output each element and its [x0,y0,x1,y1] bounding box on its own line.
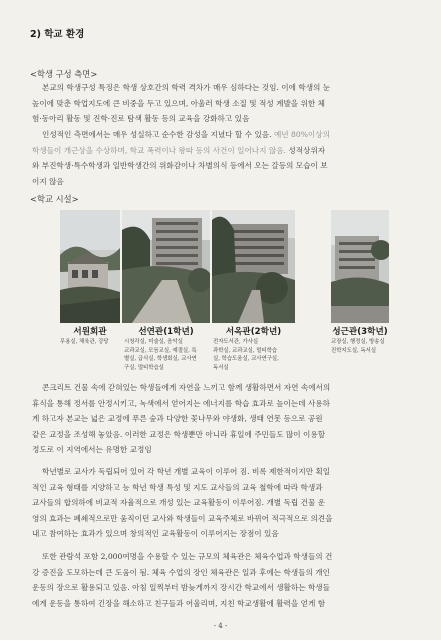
text-line: 본교의 학생구성 특징은 학생 상호간의 학력 격차가 매우 심하다는 것임. 이에 학생의 눈 [42,83,331,92]
text-line: 교사들의 합의하에 비교적 자율적으로 개성 있는 교육활동이 이루어짐. 개별 독립 건물 운 [32,498,326,507]
building-photo-seonggeun [331,210,389,323]
text-line: 게 하고자 본교는 넓은 교정에 푸른 숲과 다양한 꽃나무와 야생화, 생태 연못 등으로 공원 [32,414,323,423]
desc-line: 과학실, 교과교실, 멀티학습 [213,347,278,354]
building-desc-seook [213,338,279,372]
student-composition-heading: <학생 구성 측면> [30,69,98,79]
student-paragraph-2 [32,127,414,189]
text-line: 내고 참여하는 효과가 있으며 창의적인 교육활동이 이루어지는 장점이 있음 [32,529,279,538]
desc-line: 교과교실, 모듬교실, 예절실, 특 [124,347,197,354]
section-title: 2) 학교 환경 [30,29,85,40]
text-line: 또한 관람석 포함 2,000여명을 수용할 수 있는 규모의 체육관은 체육수업과 학생들의 건 [42,552,333,561]
building-photo-seowon [60,210,120,323]
building-desc-seowon [60,338,109,347]
text-line: 높이에 맞춘 학업지도에 큰 비중을 두고 있으며, 아울러 학생 소질 및 적성 계발을 위한 체 [32,98,325,108]
facilities-paragraph-2 [32,464,414,542]
desc-line: 전자도서관, 가사실 [213,339,259,345]
facilities-paragraph-3 [32,549,414,611]
building-desc-seonggeun [331,338,385,355]
building-photo-seonyeon [122,210,210,323]
text-line: 영의 효과는 폐쇄적으로만 움직이던 교사와 학생들이 교육주체로 바뀌어 적극적으로 의견을 [32,513,333,523]
text-line: 콘크리트 건물 속에 갇혀있는 학생들에게 자연을 느끼고 함께 생활하면서 자연 속에서의 [42,383,331,392]
desc-line: 무용실, 체육관, 강당 [60,339,109,345]
text-line: 같은 교정을 조성해 놓았음. 이러한 교정은 학생뿐만 아니라 휴일에 주민들도 많이 이용할 [32,429,326,439]
desc-line: 구실, 멀티학습실 [124,364,164,371]
text-line [32,127,414,143]
text-normal: 인성적인 측면에서는 매우 성실하고 순수한 감성을 지녔다 할 수 있음. [42,130,272,139]
text-normal: 성적상위자 [288,145,326,155]
text-line: 강 증진을 도모하는데 큰 도움이 됨. 체육 수업의 장인 체육관은 일과 후에는 학생들의 개인 [32,567,330,577]
text-line: 휴식을 통해 정서를 안정시키고, 녹색에서 얻어지는 에너지를 학습 효과로 높이는데 사용하 [32,398,330,408]
building-name-seook: 서옥관(2학년) [225,327,282,337]
text-line: 이지 않음 [32,176,64,186]
building-name-seonyeon: 선연관(1학년) [138,327,194,337]
desc-line: 실, 학습도움실, 교사연구실, [213,356,279,363]
text-line: 적인 교육 형태를 지양하고 능 학년 학생 특성 및 지도 교사들의 교육 철학에 따라 학생과 [32,482,323,492]
building-name-seonggeun: 성근관(3학년) [332,327,388,337]
page-number: - 4 - [213,622,228,630]
text-line: 학년별로 교사가 독립되어 있어 각 학년 개별 교육이 이루어 짐. 비록 제한적이지만 획일 [42,467,331,476]
desc-line: 독서실 [213,364,229,371]
building-photo-seook [212,210,295,323]
desc-line: 진학지도실, 독서실 [331,347,377,354]
desc-line: 시청각실, 미술실, 음악실 [124,339,183,345]
facilities-paragraph-1 [32,380,414,458]
desc-line: 별실, 급식실, 학생회실, 교사연 [124,356,197,363]
school-facilities-heading: <학교 시설> [30,194,79,204]
text-line: 에게 운동을 통하여 긴장을 해소하고 친구들과 어울리며, 지친 학교생활에 활력을 얻게 함 [32,598,326,608]
text-line: 정도로 이 지역에서는 유명한 교정임 [32,445,152,454]
text-faded: 예년 80%이상의 [273,130,330,139]
text-line [32,143,414,159]
text-line: 와 부진학생·특수학생과 일반학생간의 위화감이나 차별의식 등에서 오는 갈등의 모습이 보 [32,161,328,170]
desc-line: 교장실, 행정실, 방송실 [331,339,385,345]
building-name-seowon: 서원회관 [73,327,107,337]
building-desc-seonyeon [124,338,197,372]
student-paragraph-1 [32,80,414,127]
text-line: 운동의 장으로 활용되고 있음. 아침 일찍부터 밤늦게까지 장시간 학교에서 생활하는 학생들 [32,583,330,592]
text-line: 험·동아리 활동 및 진학·진로 탐색 활동 등의 교육을 강화하고 있음 [32,114,250,123]
text-faded: 학생들이 개근상을 수상하며, 학교 폭력이나 왕따 등의 사건이 일어나지 않음. [32,145,286,155]
